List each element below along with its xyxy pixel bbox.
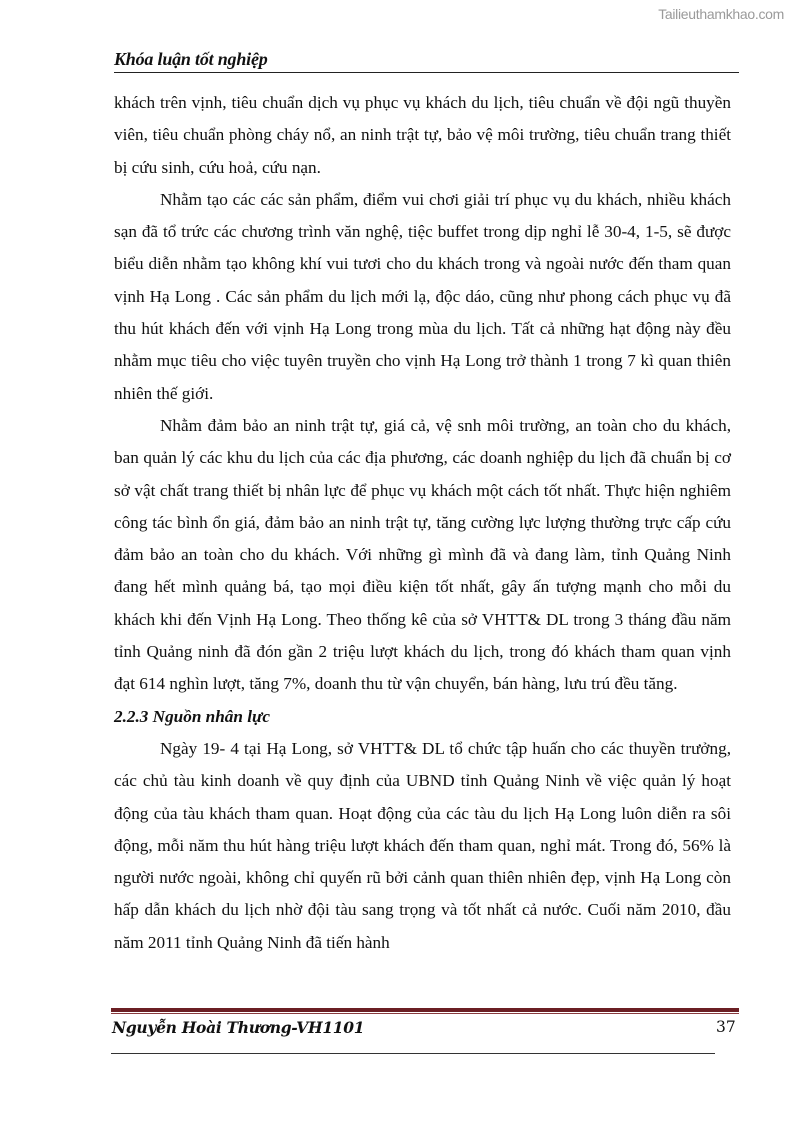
section-heading: 2.2.3 Nguồn nhân lực — [114, 706, 270, 726]
document-body — [114, 87, 731, 959]
paragraph: Ngày 19- 4 tại Hạ Long, sở VHTT& DL tổ chức tập huấn cho các thuyền trưởng, các chủ tàu kinh doanh về quy định của UBND tỉnh Quảng Ninh về việc quản lý hoạt động của tàu khách tham quan. Hoạt động của các tàu du lịch Hạ Long luôn diễn ra sôi động, mỗi năm thu hút hàng triệu lượt khách đến tham quan, nghỉ mát. Trong đó, 56% là người nước ngoài, không chỉ quyến rũ bởi cảnh quan thiên nhiên đẹp, vịnh Hạ Long còn hấp dẫn khách du lịch nhờ đội tàu sang trọng và tốt nhất cả nước. Cuối năm 2010, đầu năm 2011 tỉnh Quảng Ninh đã tiến hành — [114, 738, 731, 952]
footer-author: Nguyễn Hoài Thương-VH1101 — [112, 1018, 365, 1037]
watermark: Tailieuthamkhao.com — [658, 6, 784, 22]
paragraph: Nhằm đảm bảo an ninh trật tự, giá cả, vệ snh môi trường, an toàn cho du khách, ban quản lý các khu du lịch của các địa phương, các doanh nghiệp du lịch đã chuẩn bị cơ sở vật chất trang thiết bị nhân lực để phục vụ khách một cách tốt nhất. Thực hiện nghiêm công tác bình ổn giá, đảm bảo an ninh trật tự, tăng cường lực lượng thường trực cấp cứu đảm bảo an toàn cho du khách. Với những gì mình đã và đang làm, tỉnh Quảng Ninh đang hết mình quảng bá, tạo mọi điều kiện tốt nhất, gây ấn tượng mạnh cho mỗi du khách khi đến Vịnh Hạ Long. Theo thống kê của sở VHTT& DL trong 3 tháng đầu năm tỉnh Quảng ninh đã đón gần 2 triệu lượt khách du lịch, trong đó khách tham quan vịnh đạt 614 nghìn lượt, tăng 7%, doanh thu từ vận chuyển, bán hàng, lưu trú đều tăng. — [114, 415, 731, 694]
footer-divider-bar — [111, 1008, 739, 1012]
footer-divider-thin — [111, 1013, 739, 1014]
paragraph: khách trên vịnh, tiêu chuẩn dịch vụ phục vụ khách du lịch, tiêu chuẩn về đội ngũ thuyền viên, tiêu chuẩn phòng cháy nổ, an ninh trật tự, bảo vệ môi trường, tiêu chuẩn trang thiết bị cứu sinh, cứu hoả, cứu nạn. — [114, 93, 731, 177]
footer-bottom-line — [111, 1053, 715, 1054]
page-header — [114, 48, 739, 73]
paragraph: Nhằm tạo các các sản phẩm, điểm vui chơi giải trí phục vụ du khách, nhiều khách sạn đã tổ trức các chương trình văn nghệ, tiệc buffet trong dịp nghỉ lễ 30-4, 1-5, sẽ được biểu diễn nhằm tạo không khí vui tươi cho du khách trong và ngoài nước đến tham quan vịnh Hạ Long . Các sản phẩm du lịch mới lạ, độc dáo, cũng như phong cách phục vụ đã thu hút khách đến với vịnh Hạ Long trong mùa du lịch. Tất cả những hạt động này đều nhằm mục tiêu cho việc tuyên truyền cho vịnh Hạ Long trở thành 1 trong 7 kì quan thiên nhiên thế giới. — [114, 189, 731, 403]
header-title: Khóa luận tốt nghiệp — [114, 49, 268, 69]
page-number: 37 — [716, 1018, 736, 1036]
